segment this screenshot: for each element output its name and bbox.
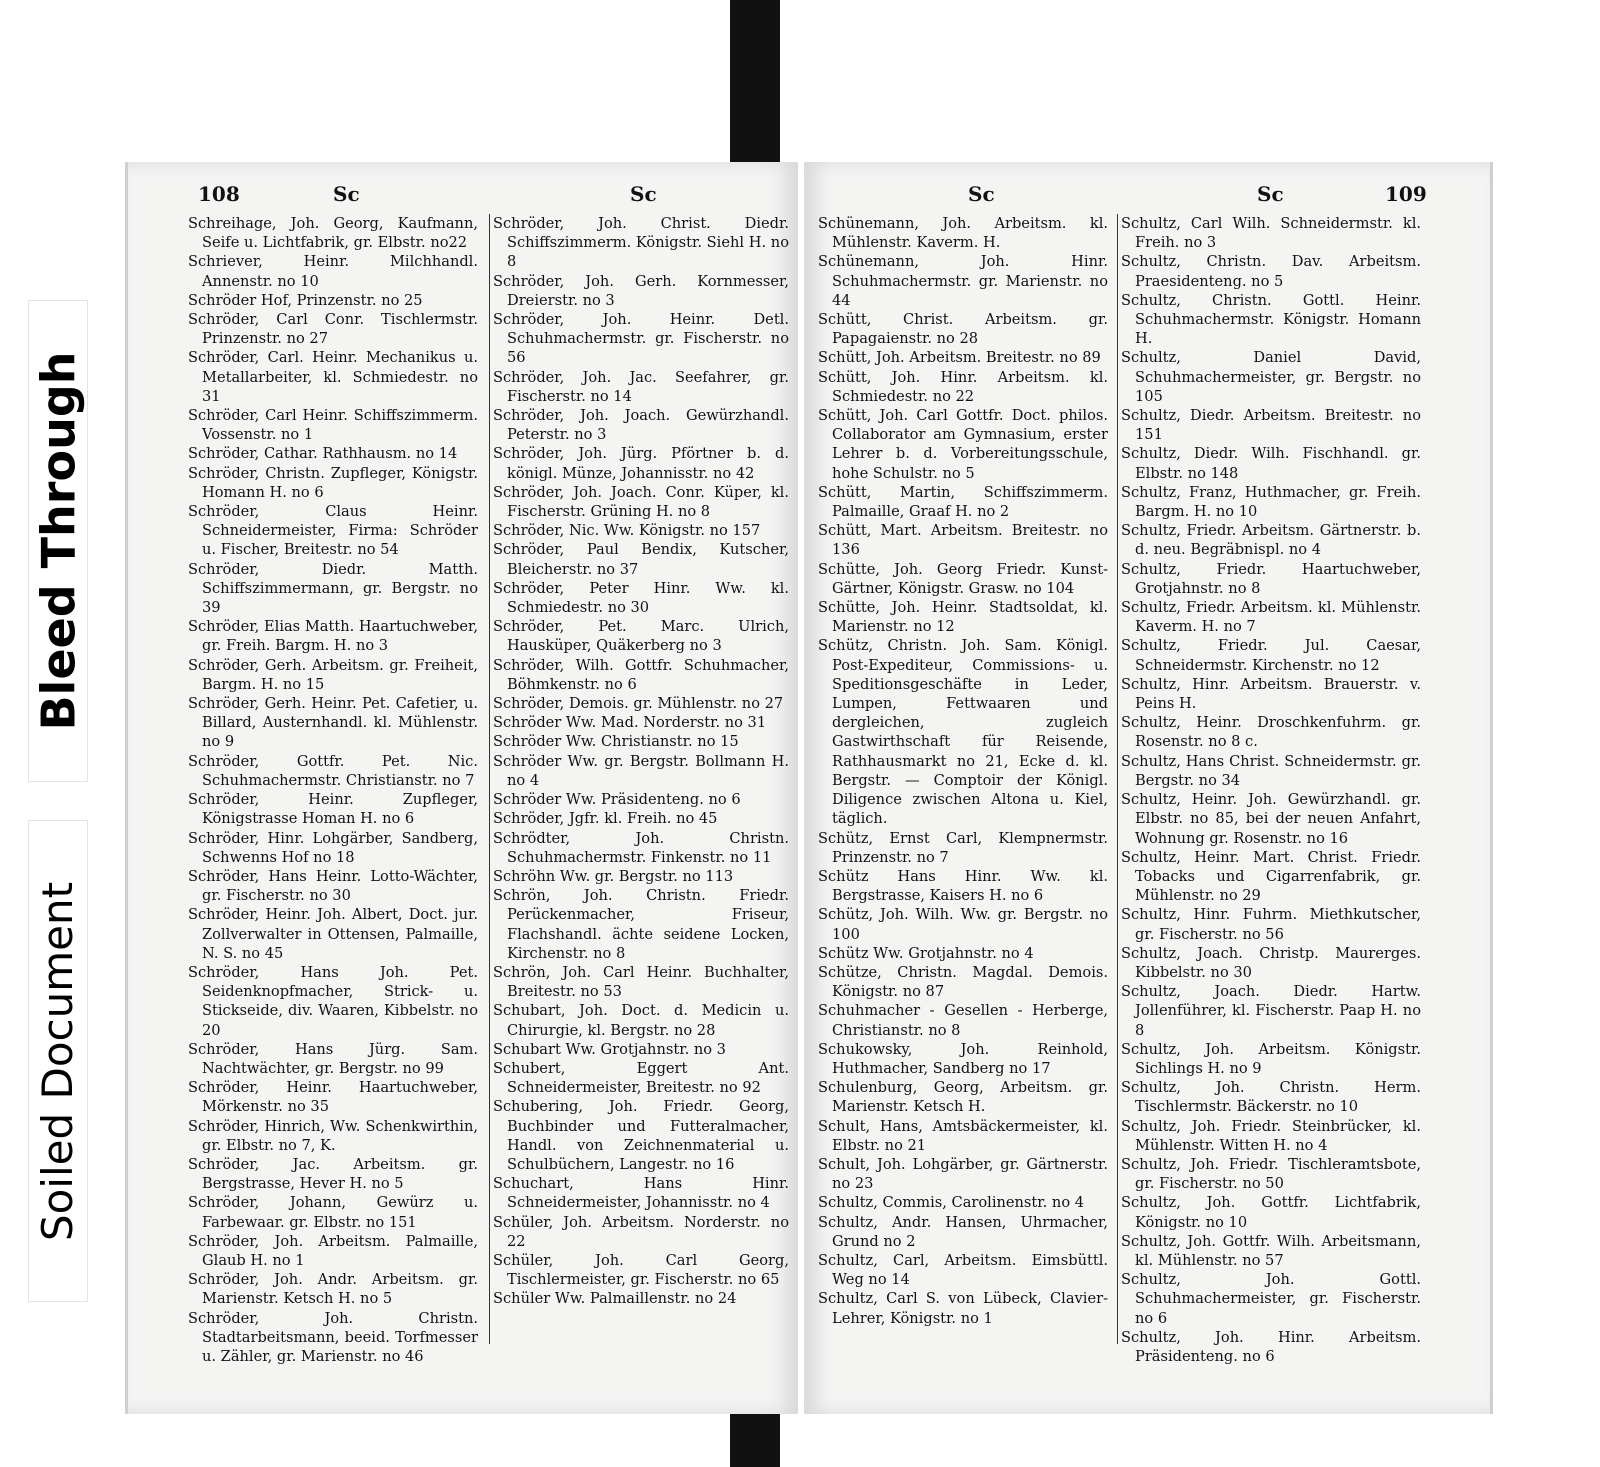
directory-entry: Schüler, Joh. Arbeitsm. Norderstr. no 22 xyxy=(493,1213,789,1250)
directory-entry: Schütte, Joh. Georg Friedr. Kunst-Gärtner, Königstr. Grasw. no 104 xyxy=(818,560,1108,597)
directory-entry: Schütz Ww. Grotjahnstr. no 4 xyxy=(818,944,1034,962)
soiled-document-label xyxy=(28,820,88,1302)
directory-entry: Schütt, Mart. Arbeitsm. Breitestr. no 136 xyxy=(818,522,1108,559)
directory-entry: Schubart Ww. Grotjahnstr. no 3 xyxy=(493,1040,726,1058)
directory-entry: Schreihage, Joh. Georg, Kaufmann, Seife u. Lichtfabrik, gr. Elbstr. no22 xyxy=(188,215,478,252)
directory-entry: Schubart, Joh. Doct. d. Medicin u. Chirurgie, kl. Bergstr. no 28 xyxy=(493,1002,789,1039)
directory-entry: Schultz, Hans Christ. Schneidermstr. gr. Bergstr. no 34 xyxy=(1121,752,1421,789)
directory-entry: Schultz, Hinr. Fuhrm. Miethkutscher, gr. Fischerstr. no 56 xyxy=(1121,906,1421,943)
directory-entry: Schuchart, Hans Hinr. Schneidermeister, Johannisstr. no 4 xyxy=(493,1175,789,1212)
directory-entry: Schubering, Joh. Friedr. Georg, Buchbinder und Futteralmacher, Handl. von Zeichnenmaterial u. Schulbüchern, Langestr. no 16 xyxy=(493,1098,789,1173)
directory-entry: Schünemann, Joh. Arbeitsm. kl. Mühlenstr. Kaverm. H. xyxy=(818,215,1108,252)
directory-entry: Schröder, Cathar. Rathhausm. no 14 xyxy=(188,445,458,463)
directory-entry: Schröder Ww. gr. Bergstr. Bollmann H. no 4 xyxy=(493,752,789,789)
directory-entry: Schröder, Joh. Christn. Stadtarbeitsmann, beeid. Torfmesser u. Zähler, gr. Marienstr. no 46 xyxy=(188,1309,478,1365)
directory-entry: Schröder, Joh. Christ. Diedr. Schiffszimmerm. Königstr. Siehl H. no 8 xyxy=(493,215,789,271)
directory-entry: Schröder, Jac. Arbeitsm. gr. Bergstrasse, Hever H. no 5 xyxy=(188,1155,478,1193)
directory-entry: Schröder, Gerh. Arbeitsm. gr. Freiheit, Bargm. H. no 15 xyxy=(188,656,478,693)
directory-entry: Schultz, Andr. Hansen, Uhrmacher, Grund no 2 xyxy=(818,1213,1108,1250)
directory-entry: Schultz, Joh. Gottfr. Wilh. Arbeitsmann, kl. Mühlenstr. no 57 xyxy=(1121,1232,1421,1269)
running-head-left-1: Sc xyxy=(333,182,360,206)
directory-entry: Schröder, Wilh. Gottfr. Schuhmacher, Böhmkenstr. no 6 xyxy=(493,656,789,693)
directory-entry: Schultz, Joach. Christp. Maurerges. Kibbelstr. no 30 xyxy=(1121,944,1421,981)
running-head-left-2: Sc xyxy=(630,182,657,206)
directory-entry: Schröder, Hans Heinr. Lotto-Wächter, gr. Fischerstr. no 30 xyxy=(188,867,478,905)
directory-entry: Schult, Joh. Lohgärber, gr. Gärtnerstr. no 23 xyxy=(818,1155,1108,1193)
directory-entry: Schultz, Joh. Christn. Herm. Tischlermstr. Bäckerstr. no 10 xyxy=(1121,1079,1421,1116)
directory-entry: Schütze, Christn. Magdal. Demois. Königstr. no 87 xyxy=(818,963,1108,1001)
directory-entry: Schütt, Christ. Arbeitsm. gr. Papagaienstr. no 28 xyxy=(818,311,1108,348)
directory-entry: Schüler Ww. Palmaillenstr. no 24 xyxy=(493,1290,737,1308)
directory-entry: Schröder, Heinr. Joh. Albert, Doct. jur. Zollverwalter in Ottensen, Palmaille, N. S. no 45 xyxy=(188,906,478,962)
directory-entry: Schröder, Johann, Gewürz u. Farbewaar. gr. Elbstr. no 151 xyxy=(188,1194,478,1231)
directory-entry: Schultz, Christn. Gottl. Heinr. Schuhmachermstr. Königstr. Homann H. xyxy=(1121,291,1421,348)
directory-entry: Schröder, Heinr. Haartuchweber, Mörkenstr. no 35 xyxy=(188,1079,478,1116)
directory-entry: Schröder, Jgfr. kl. Freih. no 45 xyxy=(493,810,718,828)
directory-entry: Schütz, Joh. Wilh. Ww. gr. Bergstr. no 100 xyxy=(818,906,1108,943)
directory-entry: Schüler, Joh. Carl Georg, Tischlermeister, gr. Fischerstr. no 65 xyxy=(493,1251,789,1289)
directory-entry: Schrödter, Joh. Christn. Schuhmachermstr. Finkenstr. no 11 xyxy=(493,829,789,866)
page-number-left: 108 xyxy=(198,182,240,206)
directory-entry: Schultz, Heinr. Joh. Gewürzhandl. gr. Elbstr. no 85, bei der neuen Anfahrt, Wohnung gr. Rosenstr. no 16 xyxy=(1121,791,1421,847)
directory-entry: Schröder, Joh. Heinr. Detl. Schuhmachermstr. gr. Fischerstr. no 56 xyxy=(493,311,789,367)
directory-entry: Schröder, Peter Hinr. Ww. kl. Schmiedestr. no 30 xyxy=(493,579,789,617)
directory-entry: Schröder, Nic. Ww. Königstr. no 157 xyxy=(493,522,761,540)
directory-entry: Schröder, Hans Joh. Pet. Seidenknopfmacher, Strick- u. Stickseide, div. Waaren, Kibbelstr. no 20 xyxy=(188,963,478,1039)
directory-column-2 xyxy=(489,214,789,1344)
directory-entry: Schütt, Joh. Carl Gottfr. Doct. philos. Collaborator am Gymnasium, erster Lehrer b. d. Vorbereitungsschule, hohe Schulstr. no 5 xyxy=(818,407,1108,482)
directory-entry: Schröder, Joh. Andr. Arbeitsm. gr. Marienstr. Ketsch H. no 5 xyxy=(188,1271,478,1308)
directory-entry: Schultz, Joh. Hinr. Arbeitsm. Präsidenteng. no 6 xyxy=(1121,1328,1421,1365)
directory-entry: Schultz, Heinr. Droschkenfuhrm. gr. Rosenstr. no 8 c. xyxy=(1121,714,1421,751)
directory-entry: Schultz, Diedr. Wilh. Fischhandl. gr. Elbstr. no 148 xyxy=(1121,445,1421,482)
directory-entry: Schultz, Carl, Arbeitsm. Eimsbüttl. Weg no 14 xyxy=(818,1251,1108,1289)
directory-entry: Schröder, Joh. Arbeitsm. Palmaille, Glaub H. no 1 xyxy=(188,1232,478,1269)
directory-entry: Schultz, Franz, Huthmacher, gr. Freih. Bargm. H. no 10 xyxy=(1121,483,1421,521)
directory-entry: Schröder, Demois. gr. Mühlenstr. no 27 xyxy=(493,695,784,713)
directory-entry: Schultz, Carl S. von Lübeck, Clavier-Lehrer, Königstr. no 1 xyxy=(818,1290,1108,1327)
directory-entry: Schultz, Joh. Friedr. Steinbrücker, kl. Mühlenstr. Witten H. no 4 xyxy=(1121,1117,1421,1154)
directory-entry: Schultz, Daniel David, Schuhmachermeister, gr. Bergstr. no 105 xyxy=(1121,349,1421,405)
directory-entry: Schröder, Carl. Heinr. Mechanikus u. Metallarbeiter, kl. Schmiedestr. no 31 xyxy=(188,349,478,405)
directory-entry: Schröder, Carl Heinr. Schiffszimmerm. Vossenstr. no 1 xyxy=(188,407,478,444)
directory-entry: Schultz, Friedr. Haartuchweber, Grotjahnstr. no 8 xyxy=(1121,560,1421,597)
directory-entry: Schröder, Heinr. Zupfleger, Königstrasse Homan H. no 6 xyxy=(188,791,478,828)
directory-entry: Schrön, Joh. Christn. Friedr. Perückenmacher, Friseur, Flachshandl. ächte seidene Locken, Kirchenstr. no 8 xyxy=(493,887,789,962)
directory-entry: Schultz, Joh. Arbeitsm. Königstr. Sichlings H. no 9 xyxy=(1121,1040,1421,1077)
directory-entry: Schütz, Ernst Carl, Klempnermstr. Prinzenstr. no 7 xyxy=(818,829,1108,866)
directory-entry: Schultz, Carl Wilh. Schneidermstr. kl. Freih. no 3 xyxy=(1121,215,1421,252)
directory-entry: Schröder, Gerh. Heinr. Pet. Cafetier, u. Billard, Austernhandl. kl. Mühlenstr. no 9 xyxy=(188,695,478,751)
directory-entry: Schütz Hans Hinr. Ww. kl. Bergstrasse, Kaisers H. no 6 xyxy=(818,867,1108,905)
directory-column-4 xyxy=(1117,214,1421,1365)
directory-entry: Schröder, Gottfr. Pet. Nic. Schuhmachermstr. Christianstr. no 7 xyxy=(188,752,478,789)
directory-column-1 xyxy=(188,214,478,1365)
directory-entry: Schultz, Hinr. Arbeitsm. Brauerstr. v. Peins H. xyxy=(1121,675,1421,713)
directory-entry: Schultz, Joh. Gottfr. Lichtfabrik, Königstr. no 10 xyxy=(1121,1194,1421,1231)
running-head-right-1: Sc xyxy=(968,182,995,206)
running-head-right-2: Sc xyxy=(1257,182,1284,206)
directory-entry: Schröder, Elias Matth. Haartuchweber, gr. Freih. Bargm. H. no 3 xyxy=(188,618,478,655)
directory-entry: Schröder, Carl Conr. Tischlermstr. Prinzenstr. no 27 xyxy=(188,311,478,348)
directory-entry: Schütte, Joh. Heinr. Stadtsoldat, kl. Marienstr. no 12 xyxy=(818,599,1108,636)
directory-entry: Schröder, Joh. Joach. Gewürzhandl. Peterstr. no 3 xyxy=(493,407,789,444)
directory-entry: Schultz, Friedr. Arbeitsm. Gärtnerstr. b. d. neu. Begräbnispl. no 4 xyxy=(1121,522,1421,559)
directory-entry: Schröhn Ww. gr. Bergstr. no 113 xyxy=(493,867,734,885)
directory-entry: Schröder, Hinr. Lohgärber, Sandberg, Schwenns Hof no 18 xyxy=(188,829,478,866)
directory-entry: Schütz, Christn. Joh. Sam. Königl. Post-Expediteur, Commissions- u. Speditionsgeschäfte in Leder, Lumpen, Fettwaaren und dergleichen, zugleich Gastwirthschaft für Reisende, Rathhausmarkt no 21, Ecke d. kl. Bergstr. — Comptoir der Königl. Diligence zwischen Altona u. Kiel, täglich. xyxy=(818,637,1108,828)
directory-entry: Schröder, Hinrich, Ww. Schenkwirthin, gr. Elbstr. no 7, K. xyxy=(188,1117,478,1154)
directory-entry: Schröder, Joh. Jürg. Pförtner b. d. königl. Münze, Johannisstr. no 42 xyxy=(493,445,789,482)
directory-entry: Schröder, Joh. Gerh. Kornmesser, Dreierstr. no 3 xyxy=(493,272,789,309)
directory-entry: Schröder Ww. Präsidenteng. no 6 xyxy=(493,791,741,809)
directory-entry: Schütt, Joh. Arbeitsm. Breitestr. no 89 xyxy=(818,349,1101,367)
directory-entry: Schütt, Joh. Hinr. Arbeitsm. kl. Schmiedestr. no 22 xyxy=(818,368,1108,405)
soiled-document-text: Soiled Document xyxy=(33,881,83,1241)
directory-entry: Schultz, Joh. Friedr. Tischleramtsbote, gr. Fischerstr. no 50 xyxy=(1121,1155,1421,1193)
directory-entry: Schünemann, Joh. Hinr. Schuhmachermstr. gr. Marienstr. no 44 xyxy=(818,253,1108,309)
directory-entry: Schubert, Eggert Ant. Schneidermeister, Breitestr. no 92 xyxy=(493,1059,789,1097)
directory-entry: Schröder, Joh. Joach. Conr. Küper, kl. Fischerstr. Grüning H. no 8 xyxy=(493,483,789,521)
directory-entry: Schröder Hof, Prinzenstr. no 25 xyxy=(188,291,423,309)
directory-entry: Schröder, Pet. Marc. Ulrich, Hausküper, Quäkerberg no 3 xyxy=(493,618,789,655)
directory-entry: Schultz, Joach. Diedr. Hartw. Jollenführer, kl. Fischerstr. Paap H. no 8 xyxy=(1121,983,1421,1039)
directory-entry: Schröder, Hans Jürg. Sam. Nachtwächter, gr. Bergstr. no 99 xyxy=(188,1040,478,1077)
directory-entry: Schröder, Diedr. Matth. Schiffszimmermann, gr. Bergstr. no 39 xyxy=(188,560,478,617)
side-labels xyxy=(0,0,120,1467)
directory-entry: Schultz, Commis, Carolinenstr. no 4 xyxy=(818,1194,1085,1212)
binding-strip-top xyxy=(730,0,780,170)
directory-entry: Schriever, Heinr. Milchhandl. Annenstr. no 10 xyxy=(188,253,478,290)
directory-entry: Schröder Ww. Christianstr. no 15 xyxy=(493,733,739,751)
directory-entry: Schultz, Friedr. Jul. Caesar, Schneidermstr. Kirchenstr. no 12 xyxy=(1121,637,1421,674)
directory-entry: Schröder, Paul Bendix, Kutscher, Bleicherstr. no 37 xyxy=(493,541,789,578)
directory-entry: Schröder, Claus Heinr. Schneidermeister, Firma: Schröder u. Fischer, Breitestr. no 54 xyxy=(188,503,478,559)
directory-entry: Schultz, Heinr. Mart. Christ. Friedr. Tobacks und Cigarrenfabrik, gr. Mühlenstr. no 29 xyxy=(1121,848,1421,905)
directory-entry: Schuhmacher - Gesellen - Herberge, Christianstr. no 8 xyxy=(818,1002,1108,1039)
directory-entry: Schrön, Joh. Carl Heinr. Buchhalter, Breitestr. no 53 xyxy=(493,963,789,1001)
directory-entry: Schröder, Joh. Jac. Seefahrer, gr. Fischerstr. no 14 xyxy=(493,368,789,405)
directory-entry: Schultz, Diedr. Arbeitsm. Breitestr. no 151 xyxy=(1121,407,1421,444)
directory-entry: Schütt, Martin, Schiffszimmerm. Palmaille, Graaf H. no 2 xyxy=(818,483,1108,521)
directory-entry: Schulenburg, Georg, Arbeitsm. gr. Marienstr. Ketsch H. xyxy=(818,1079,1108,1116)
directory-entry: Schröder, Christn. Zupfleger, Königstr. Homann H. no 6 xyxy=(188,464,478,501)
directory-entry: Schröder Ww. Mad. Norderstr. no 31 xyxy=(493,714,767,732)
directory-column-3 xyxy=(818,214,1108,1344)
directory-entry: Schukowsky, Joh. Reinhold, Huthmacher, Sandberg no 17 xyxy=(818,1040,1108,1077)
directory-entry: Schultz, Joh. Gottl. Schuhmachermeister, gr. Fischerstr. no 6 xyxy=(1121,1271,1421,1327)
page-number-right: 109 xyxy=(1385,182,1427,206)
bleed-through-label xyxy=(28,300,88,782)
bleed-through-text: Bleed Through xyxy=(31,351,86,731)
directory-entry: Schult, Hans, Amtsbäckermeister, kl. Elbstr. no 21 xyxy=(818,1117,1108,1154)
directory-entry: Schultz, Friedr. Arbeitsm. kl. Mühlenstr. Kaverm. H. no 7 xyxy=(1121,599,1421,636)
directory-entry: Schultz, Christn. Dav. Arbeitsm. Praesidenteng. no 5 xyxy=(1121,253,1421,290)
